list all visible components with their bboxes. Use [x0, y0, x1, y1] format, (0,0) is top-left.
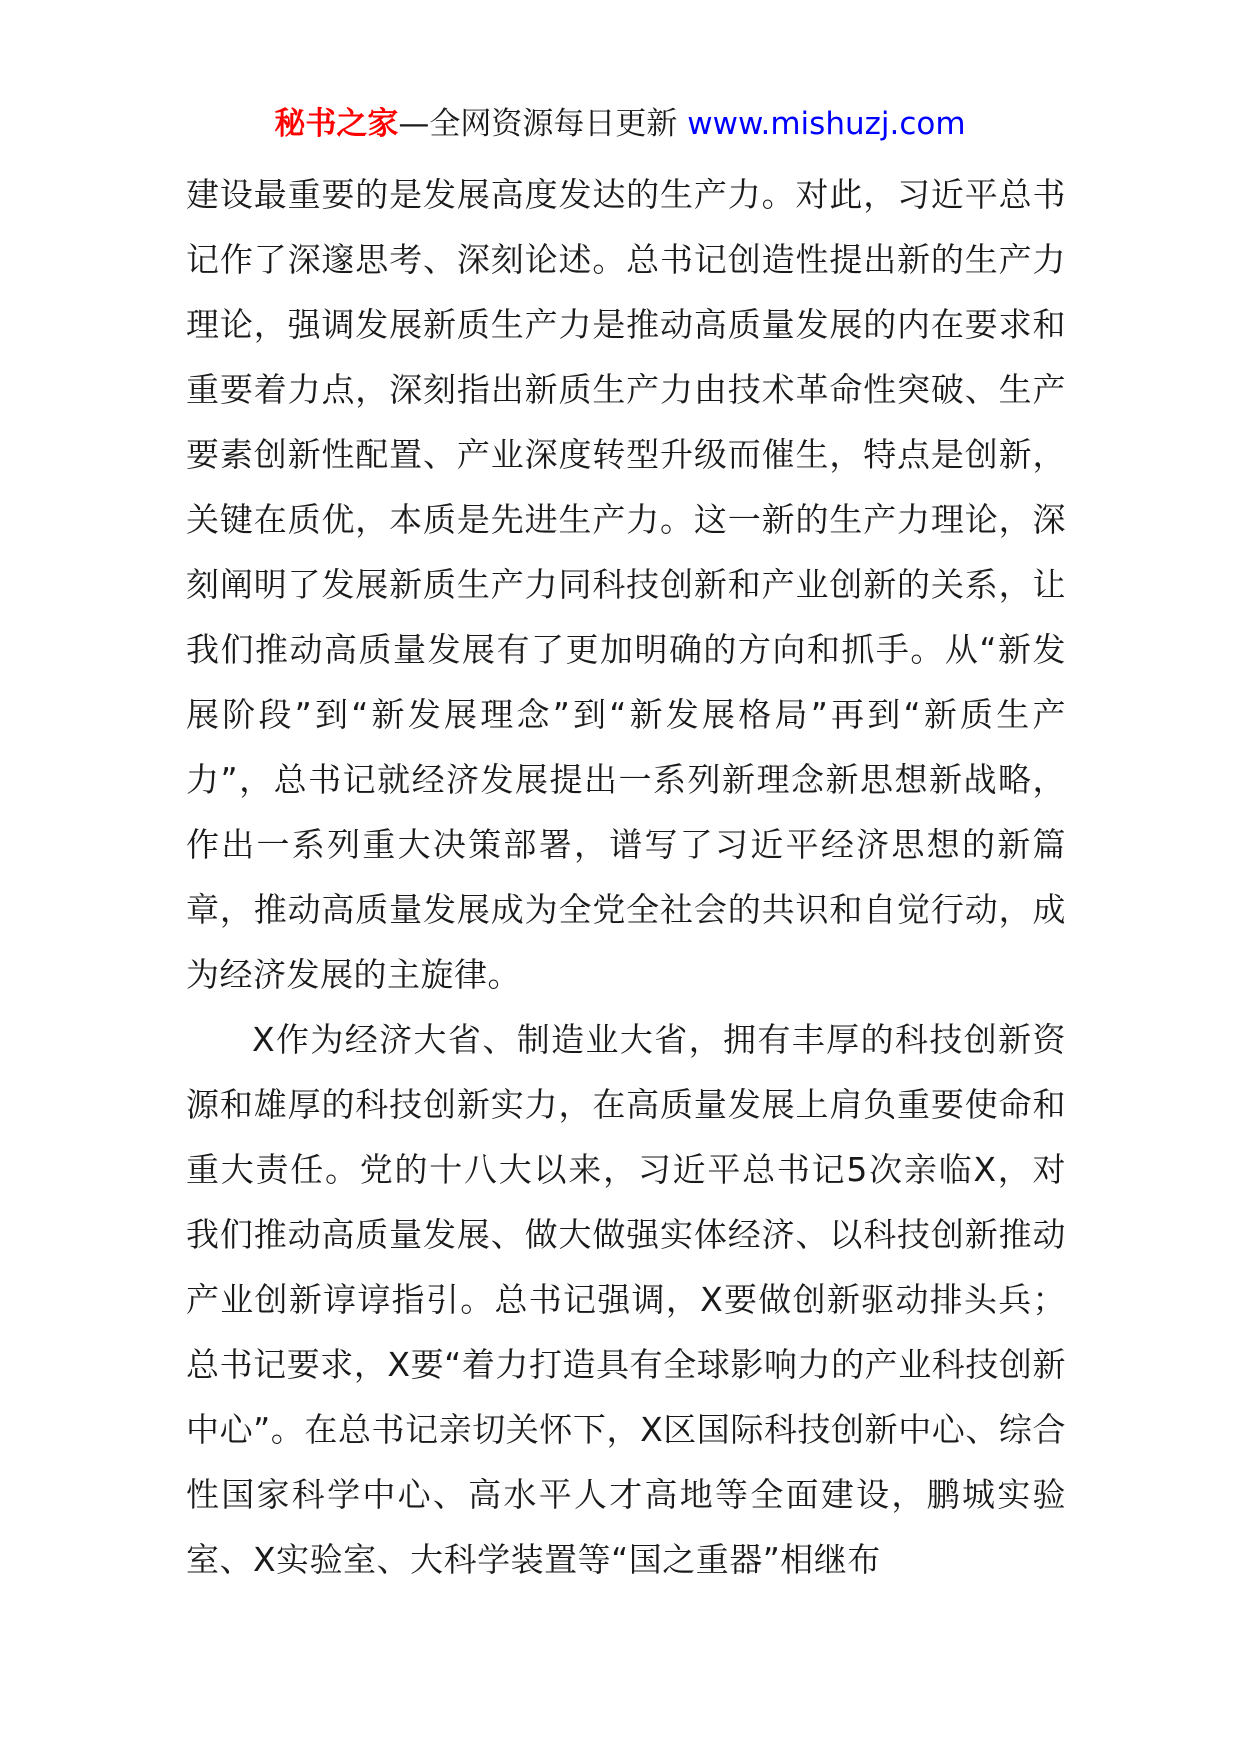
page-header: [0, 100, 1240, 148]
site-url-link[interactable]: www.mishuzj.com: [687, 106, 966, 142]
paragraph-1: 建设最重要的是发展高度发达的生产力。对此，习近平总书记作了深邃思考、深刻论述。总书记创造性提出新的生产力理论，强调发展新质生产力是推动高质量发展的内在要求和重要着力点，深刻指出新质生产力由技术革命性突破、生产要素创新性配置、产业深度转型升级而催生，特点是创新，关键在质优，本质是先进生产力。这一新的生产力理论，深刻阐明了发展新质生产力同科技创新和产业创新的关系，让我们推动高质量发展有了更加明确的方向和抓手。从“新发展阶段”到“新发展理念”到“新发展格局”再到“新质生产力”，总书记就经济发展提出一系列新理念新思想新战略，作出一系列重大决策部署，谱写了习近平经济思想的新篇章，推动高质量发展成为全党全社会的共识和自觉行动，成为经济发展的主旋律。: [186, 175, 1066, 994]
site-tagline: —全网资源每日更新: [398, 106, 688, 142]
paragraph-2: X作为经济大省、制造业大省，拥有丰厚的科技创新资源和雄厚的科技创新实力，在高质量发展上肩负重要使命和重大责任。党的十八大以来，习近平总书记5次亲临X，对我们推动高质量发展、做大做强实体经济、以科技创新推动产业创新谆谆指引。总书记强调，X要做创新驱动排头兵；总书记要求，X要“着力打造具有全球影响力的产业科技创新中心”。在总书记亲切关怀下，X区国际科技创新中心、综合性国家科学中心、高水平人才高地等全面建设，鹏城实验室、X实验室、大科学装置等“国之重器”相继布: [186, 1020, 1066, 1579]
document-body: [186, 162, 1066, 1592]
site-brand: 秘书之家: [274, 106, 399, 142]
